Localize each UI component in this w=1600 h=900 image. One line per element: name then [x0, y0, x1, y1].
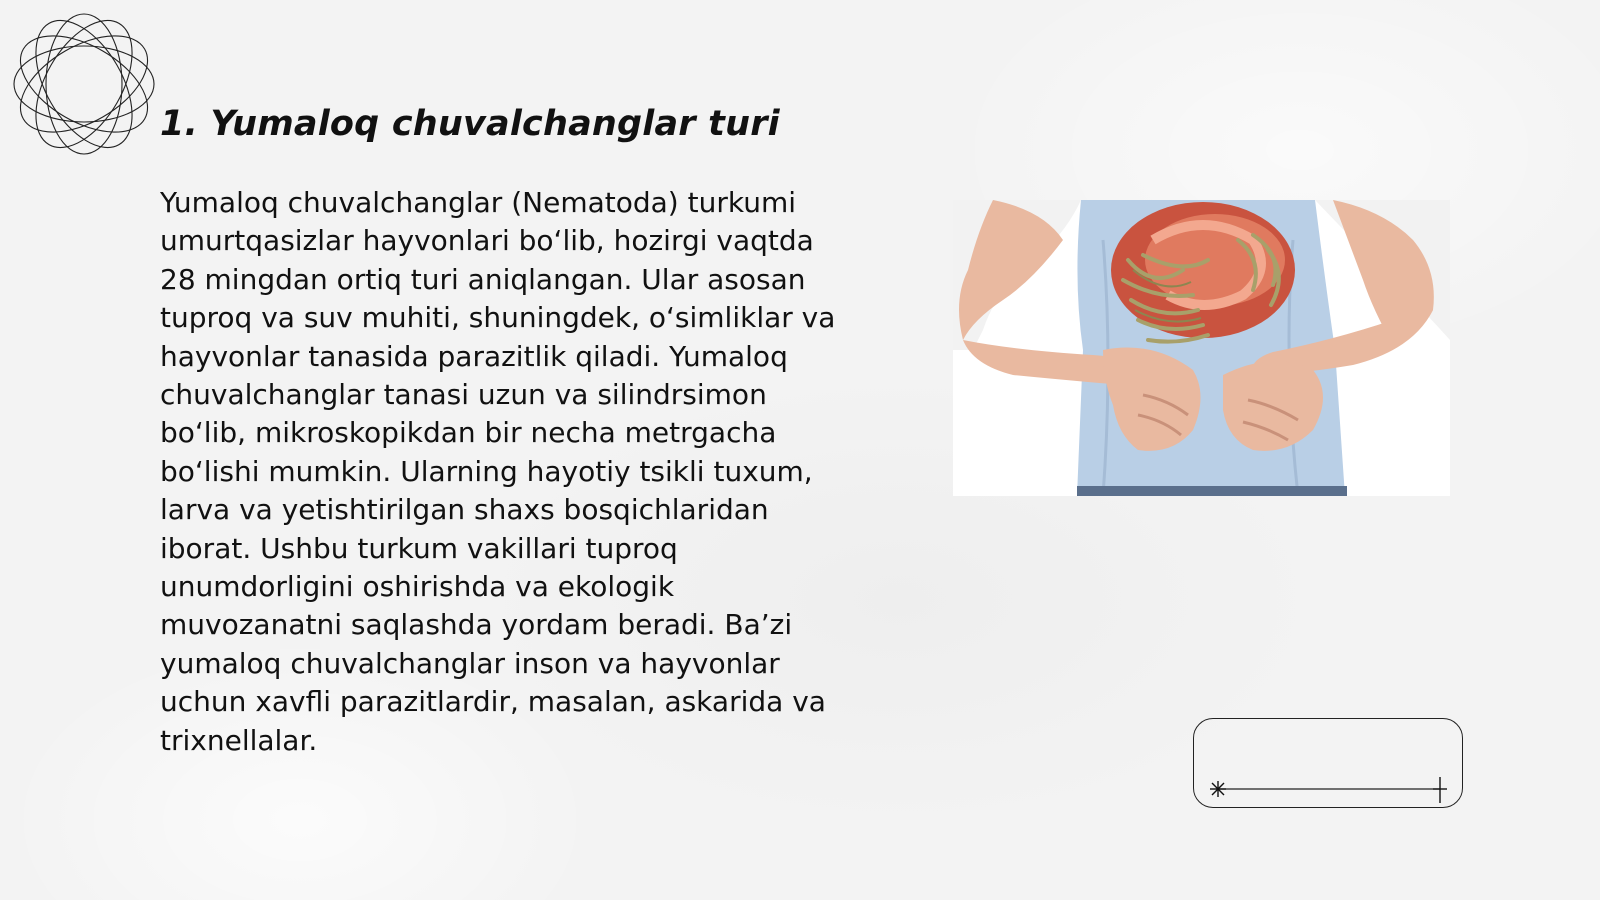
body-paragraph: Yumaloq chuvalchanglar (Nematoda) turkumi umurtqasizlar hayvonlari bo‘lib, hozirgi vaqtda 28 mingdan ortiq turi aniqlangan. Ular asosan tuproq va suv muhiti, shuningdek, o‘simliklar va hayvonlar tanasida parazitlik qiladi. Yumaloq chuvalchanglar tanasi uzun va silindrsimon bo‘lib, mikroskopikdan bir necha metrgacha bo‘lishi mumkin. Ularning hayotiy tsikli tuxum, larva va yetishtirilgan shaxs bosqichlaridan iborat. Ushbu turkum vakillari tuproq unumdorligini oshirishda va ekologik muvozanatni saqlashda yordam beradi. Ba’zi yumaloq chuvalchanglar inson va hayvonlar uchun xavfli parazitlardir, masalan, askarida va trixnellalar.: [160, 186, 836, 757]
circular-ornament-icon: [10, 10, 158, 158]
decorative-line-frame: [1193, 718, 1463, 808]
sparkle-icon: [1210, 781, 1226, 797]
slide-title: 1. Yumaloq chuvalchanglar turi: [160, 104, 780, 144]
abdominal-pain-illustration: [953, 200, 1450, 496]
star-cross-icon: [1433, 777, 1447, 803]
